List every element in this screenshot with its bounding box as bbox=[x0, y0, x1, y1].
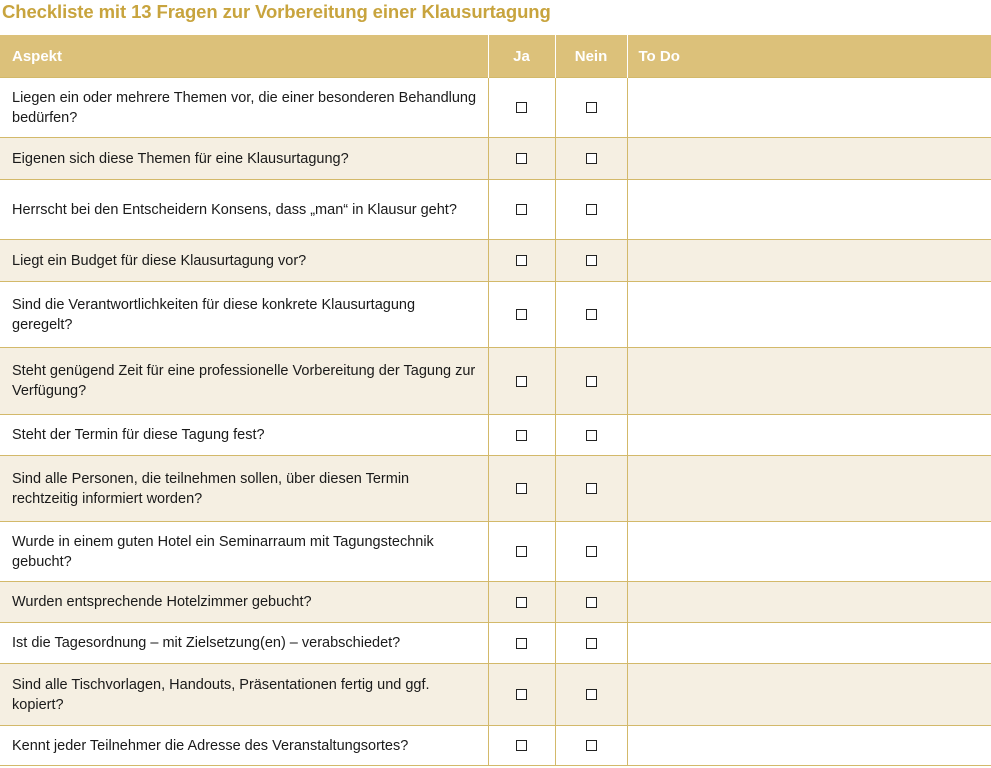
no-checkbox[interactable] bbox=[586, 689, 597, 700]
todo-cell[interactable] bbox=[627, 138, 991, 180]
todo-cell[interactable] bbox=[627, 456, 991, 522]
todo-cell[interactable] bbox=[627, 726, 991, 766]
todo-cell[interactable] bbox=[627, 78, 991, 138]
table-row bbox=[0, 582, 991, 623]
table-row bbox=[0, 282, 991, 348]
yes-checkbox[interactable] bbox=[516, 740, 527, 751]
yes-checkbox[interactable] bbox=[516, 309, 527, 320]
table-row bbox=[0, 726, 991, 766]
todo-cell[interactable] bbox=[627, 623, 991, 664]
table-row bbox=[0, 456, 991, 522]
table-row bbox=[0, 240, 991, 282]
table-row bbox=[0, 78, 991, 138]
header-row bbox=[0, 35, 991, 78]
table-row bbox=[0, 664, 991, 726]
yes-checkbox[interactable] bbox=[516, 546, 527, 557]
yes-checkbox[interactable] bbox=[516, 597, 527, 608]
question-text: Liegen ein oder mehrere Themen vor, die einer besonderen Behandlung bedürfen? bbox=[0, 78, 488, 138]
question-text: Steht genügend Zeit für eine professionelle Vorbereitung der Tagung zur Verfügung? bbox=[0, 348, 488, 415]
table-row bbox=[0, 138, 991, 180]
question-text: Ist die Tagesordnung – mit Zielsetzung(en) – verabschiedet? bbox=[0, 623, 488, 664]
column-header-yes: Ja bbox=[488, 35, 555, 78]
todo-cell[interactable] bbox=[627, 180, 991, 240]
todo-cell[interactable] bbox=[627, 348, 991, 415]
question-text: Liegt ein Budget für diese Klausurtagung vor? bbox=[0, 240, 488, 282]
no-checkbox[interactable] bbox=[586, 546, 597, 557]
table-row bbox=[0, 623, 991, 664]
todo-cell[interactable] bbox=[627, 522, 991, 582]
no-checkbox[interactable] bbox=[586, 255, 597, 266]
yes-checkbox[interactable] bbox=[516, 430, 527, 441]
todo-cell[interactable] bbox=[627, 282, 991, 348]
no-checkbox[interactable] bbox=[586, 483, 597, 494]
todo-cell[interactable] bbox=[627, 240, 991, 282]
column-header-todo: To Do bbox=[627, 35, 991, 78]
yes-checkbox[interactable] bbox=[516, 204, 527, 215]
no-checkbox[interactable] bbox=[586, 376, 597, 387]
no-checkbox[interactable] bbox=[586, 153, 597, 164]
no-checkbox[interactable] bbox=[586, 597, 597, 608]
question-text: Herrscht bei den Entscheidern Konsens, dass „man“ in Klausur geht? bbox=[0, 180, 488, 240]
question-text: Wurden entsprechende Hotelzimmer gebucht? bbox=[0, 582, 488, 623]
yes-checkbox[interactable] bbox=[516, 689, 527, 700]
column-header-no: Nein bbox=[555, 35, 627, 78]
yes-checkbox[interactable] bbox=[516, 153, 527, 164]
no-checkbox[interactable] bbox=[586, 638, 597, 649]
yes-checkbox[interactable] bbox=[516, 638, 527, 649]
table-row bbox=[0, 180, 991, 240]
question-text: Sind alle Personen, die teilnehmen sollen, über diesen Termin rechtzeitig informiert worden? bbox=[0, 456, 488, 522]
question-text: Kennt jeder Teilnehmer die Adresse des Veranstaltungsortes? bbox=[0, 726, 488, 766]
question-text: Sind alle Tischvorlagen, Handouts, Präsentationen fertig und ggf. kopiert? bbox=[0, 664, 488, 726]
table-row bbox=[0, 348, 991, 415]
todo-cell[interactable] bbox=[627, 582, 991, 623]
question-text: Eigenen sich diese Themen für eine Klausurtagung? bbox=[0, 138, 488, 180]
no-checkbox[interactable] bbox=[586, 102, 597, 113]
page-title: Checkliste mit 13 Fragen zur Vorbereitung einer Klausurtagung bbox=[2, 1, 551, 22]
column-header-aspect: Aspekt bbox=[0, 35, 488, 78]
yes-checkbox[interactable] bbox=[516, 483, 527, 494]
no-checkbox[interactable] bbox=[586, 204, 597, 215]
yes-checkbox[interactable] bbox=[516, 376, 527, 387]
table-row bbox=[0, 522, 991, 582]
yes-checkbox[interactable] bbox=[516, 255, 527, 266]
table-row bbox=[0, 415, 991, 456]
question-text: Sind die Verantwortlichkeiten für diese konkrete Klausurtagung geregelt? bbox=[0, 282, 488, 348]
question-text: Steht der Termin für diese Tagung fest? bbox=[0, 415, 488, 456]
yes-checkbox[interactable] bbox=[516, 102, 527, 113]
no-checkbox[interactable] bbox=[586, 309, 597, 320]
no-checkbox[interactable] bbox=[586, 740, 597, 751]
question-text: Wurde in einem guten Hotel ein Seminarraum mit Tagungstechnik gebucht? bbox=[0, 522, 488, 582]
no-checkbox[interactable] bbox=[586, 430, 597, 441]
todo-cell[interactable] bbox=[627, 664, 991, 726]
todo-cell[interactable] bbox=[627, 415, 991, 456]
checklist-table bbox=[0, 35, 991, 766]
